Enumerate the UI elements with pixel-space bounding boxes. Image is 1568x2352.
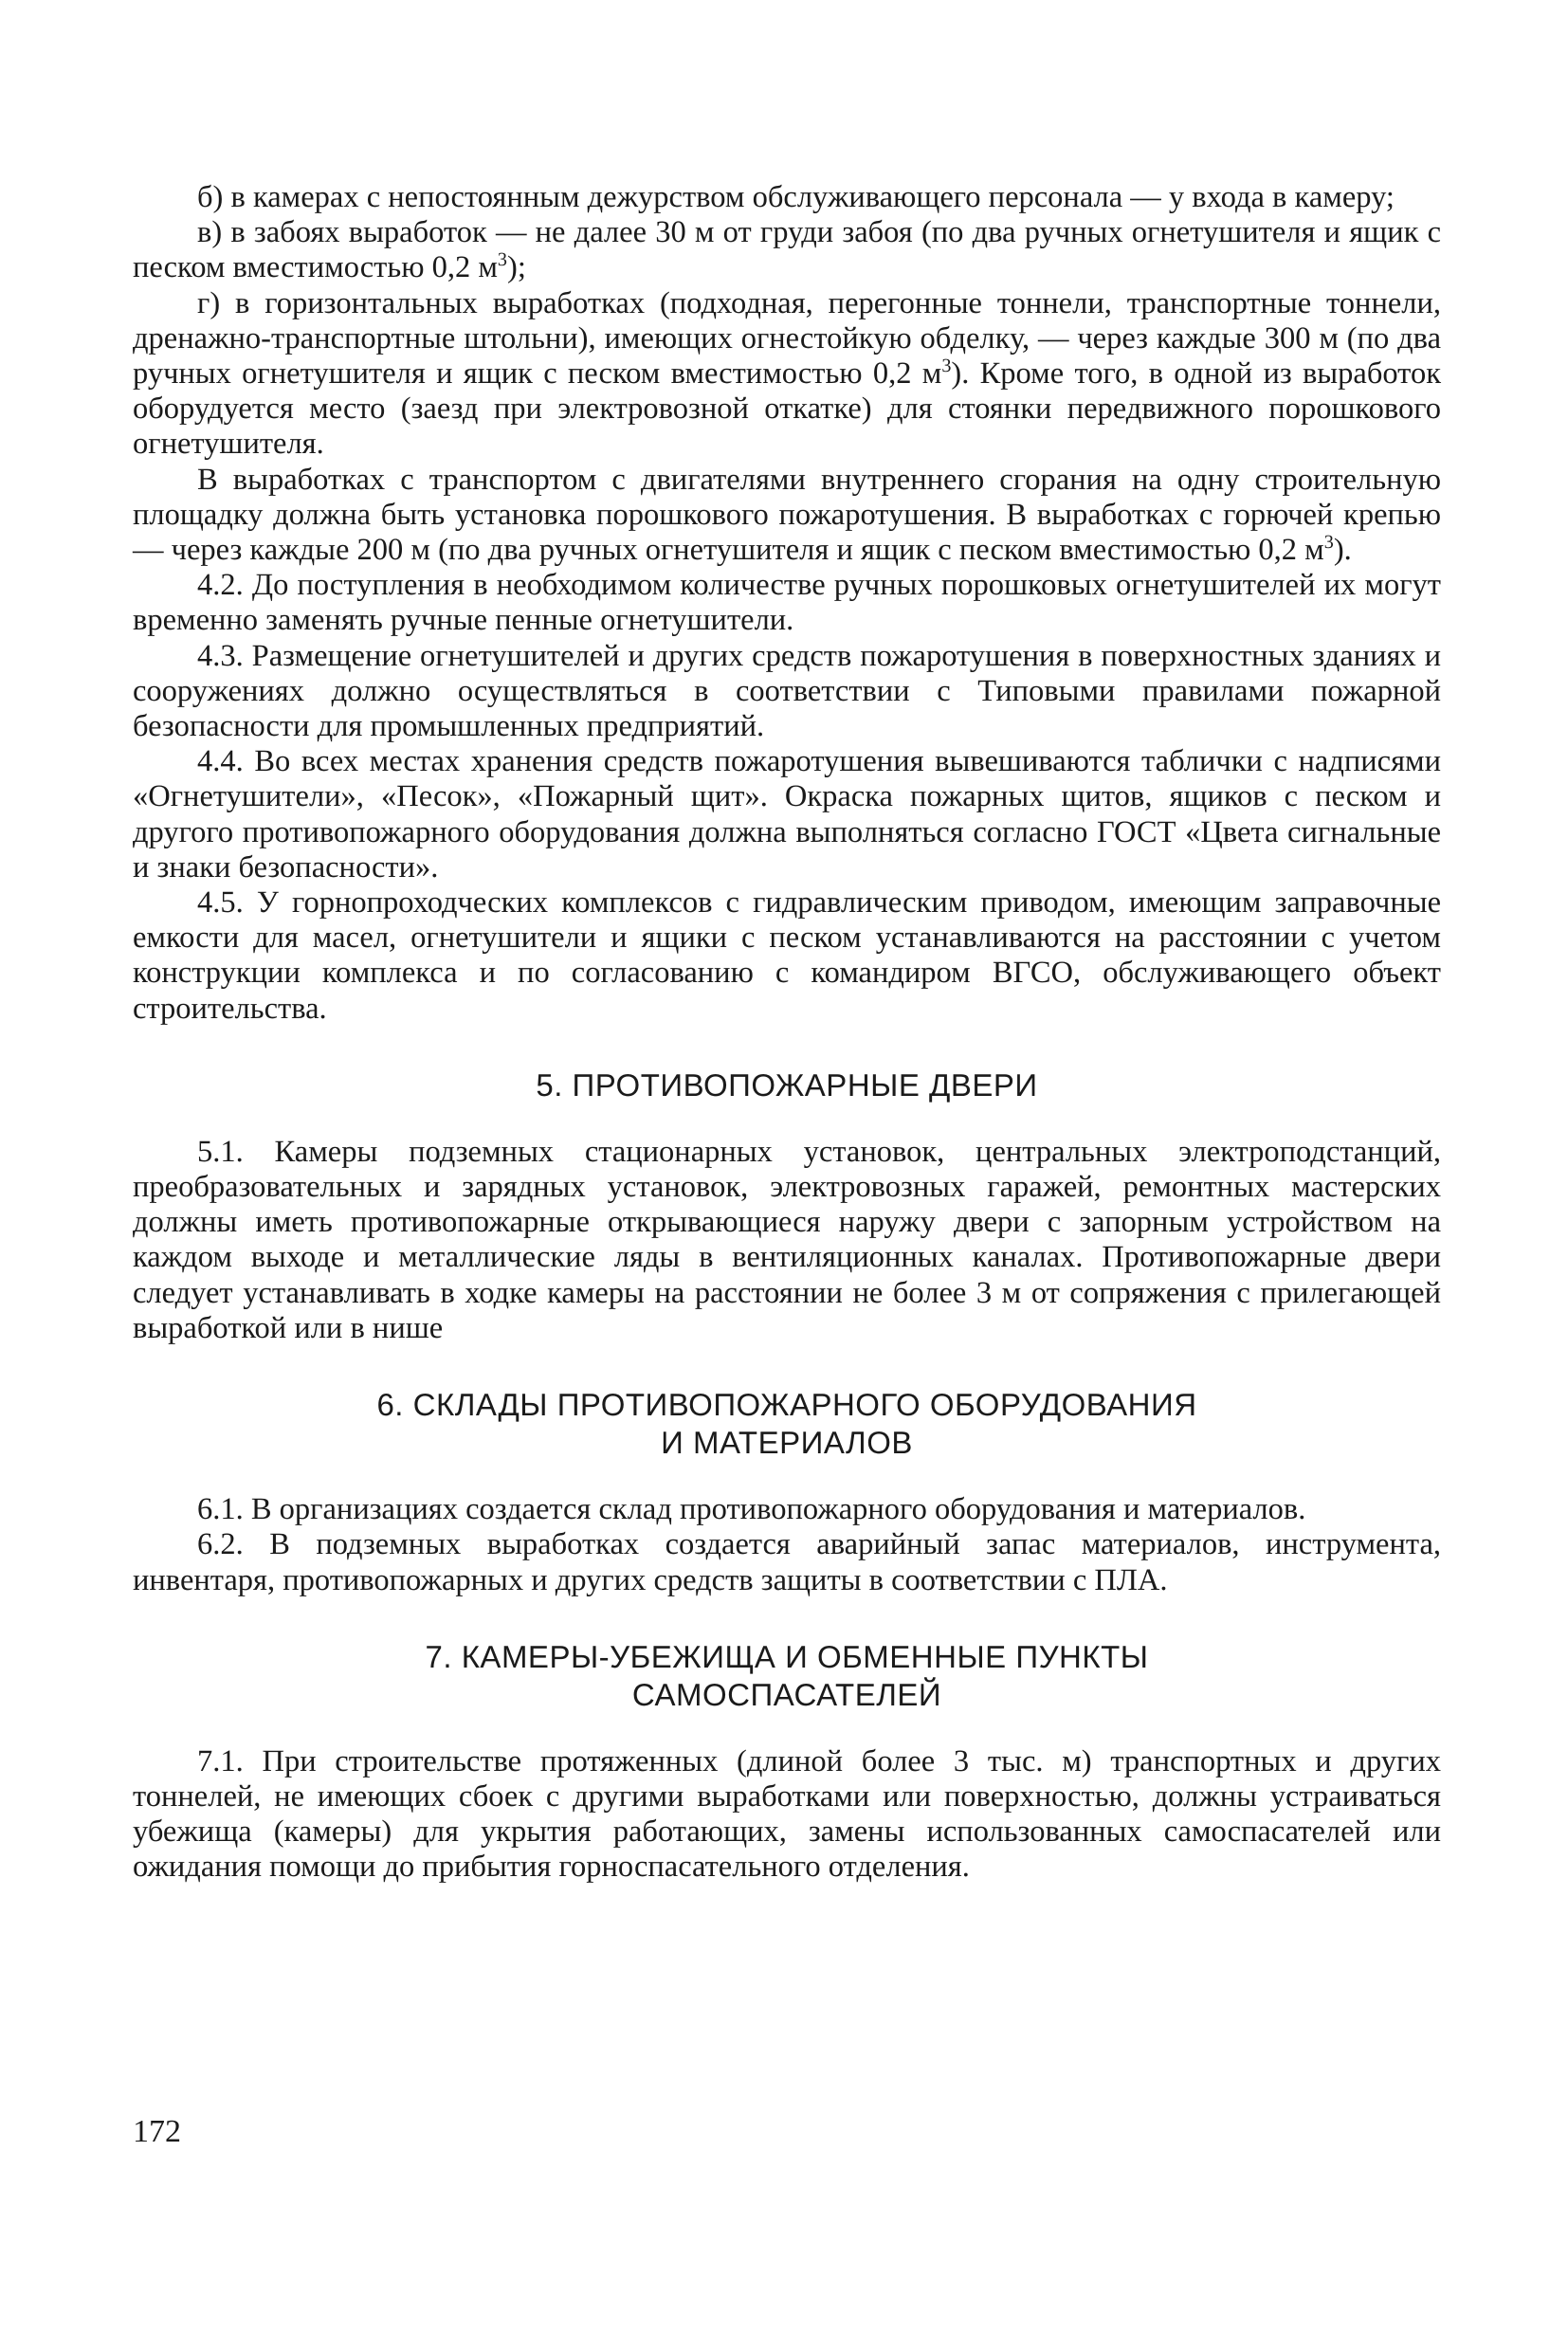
section-7-heading-line1: 7. КАМЕРЫ-УБЕЖИЩА И ОБМЕННЫЕ ПУНКТЫ — [425, 1638, 1149, 1674]
document-page — [133, 180, 1441, 1886]
paragraph-4-2: 4.2. До поступления в необходимом количестве ручных порошковых огнетушителей их могут временно заменять ручные пенные огнетушители. — [133, 568, 1441, 638]
paragraph-7-1: 7.1. При строительстве протяженных (длиной более 3 тыс. м) транспортных и других тоннелей, не имеющих сбоек с другими выработками или поверхностью, должны устраиваться убежища (камеры) для укрытия работающих, замены использованных самоспасателей или ожидания помощи до прибытия горноспасательного отделения. — [133, 1743, 1441, 1885]
paragraph-4-1-v-text: в) в забоях выработок — не далее 30 м от груди забоя (по два ручных огнетушителя и ящик с песком вместимостью 0,2 м — [133, 215, 1441, 285]
page-number: 172 — [133, 2114, 181, 2149]
paragraph-transport-tail: ). — [1333, 533, 1352, 568]
section-5-heading: 5. ПРОТИВОПОЖАРНЫЕ ДВЕРИ — [536, 1067, 1038, 1103]
cubic-superscript: 3 — [941, 356, 952, 377]
paragraph-4-1-b: б) в камерах с непостоянным дежурством обслуживающего персонала — у входа в камеру; — [197, 180, 1395, 214]
paragraph-4-4: 4.4. Во всех местах хранения средств пожаротушения вывешиваются таблички с надписями «Огнетушители», «Песок», «Пожарный щит». Окраска пожарных щитов, ящиков с песком и другого противопожарного оборудования должна выполняться согласно ГОСТ «Цвета сигнальные и знаки безопасности». — [133, 744, 1441, 884]
paragraph-4-5: 4.5. У горнопроходческих комплексов с гидравлическим приводом, имеющим заправочные емкости для масел, огнетушители и ящики с песком устанавливаются на расстоянии с учетом конструкции комплекса и по согласованию с командиром ВГСО, обслуживающего объект строительства. — [133, 885, 1441, 1026]
paragraph-4-1-g — [133, 286, 1441, 463]
paragraph-4-3: 4.3. Размещение огнетушителей и других средств пожаротушения в поверхностных зданиях и сооружениях должно осуществляться в соответствии с Типовыми правилами пожарной безопасности для промышленных предприятий. — [133, 638, 1441, 744]
section-6-heading — [133, 1386, 1441, 1462]
paragraph-6-2: 6.2. В подземных выработках создается аварийный запас материалов, инструмента, инвентаря, противопожарных и других средств защиты в соответствии с ПЛА. — [133, 1527, 1441, 1597]
section-6-heading-line1: 6. СКЛАДЫ ПРОТИВОПОЖАРНОГО ОБОРУДОВАНИЯ — [376, 1387, 1197, 1423]
section-7-heading-line2: САМОСПАСАТЕЛЕЙ — [631, 1676, 942, 1712]
paragraph-4-1-v-tail: ); — [507, 250, 526, 285]
section-6-heading-line2: И МАТЕРИАЛОВ — [661, 1425, 913, 1461]
paragraph-transport — [133, 463, 1441, 569]
paragraph-6-1: 6.1. В организациях создается склад противопожарного оборудования и материалов. — [197, 1492, 1306, 1527]
paragraph-4-1-v — [133, 215, 1441, 285]
section-7-heading — [133, 1638, 1441, 1714]
cubic-superscript: 3 — [1323, 532, 1334, 554]
paragraph-transport-text: В выработках с транспортом с двигателями внутреннего сгорания на одну строительную площадку должна быть установка порошкового пожаротушения. В выработках с горючей крепью — через каждые 200 м (по два ручных огнетушителя и ящик с песком вместимостью 0,2 м — [133, 462, 1441, 568]
paragraph-4-1-g-tail: ). Кроме того, в одной из выработок оборудуется место (заезд при электровозной откатке) для стоянки передвижного порошкового огнетушителя. — [133, 356, 1441, 462]
cubic-superscript: 3 — [497, 249, 507, 271]
paragraph-4-1-g-text: г) в горизонтальных выработках (подходная, перегонные тоннели, транспортные тоннели, дренажно-транспортные штольни), имеющих огнестойкую обделку, — через каждые 300 м (по два ручных огнетушителя и ящик с песком вместимостью 0,2 м — [133, 285, 1441, 392]
paragraph-5-1: 5.1. Камеры подземных стационарных установок, центральных электроподстанций, преобразовательных и зарядных установок, электровозных гаражей, ремонтных мастерских должны иметь противопожарные открывающиеся наружу двери с запорным устройством на каждом выходе и металлические ляды в вентиляционных каналах. Противопожарные двери следует устанавливать в ходке камеры на расстоянии не более 3 м от сопряжения с прилегающей выработкой или в нише — [133, 1134, 1441, 1345]
